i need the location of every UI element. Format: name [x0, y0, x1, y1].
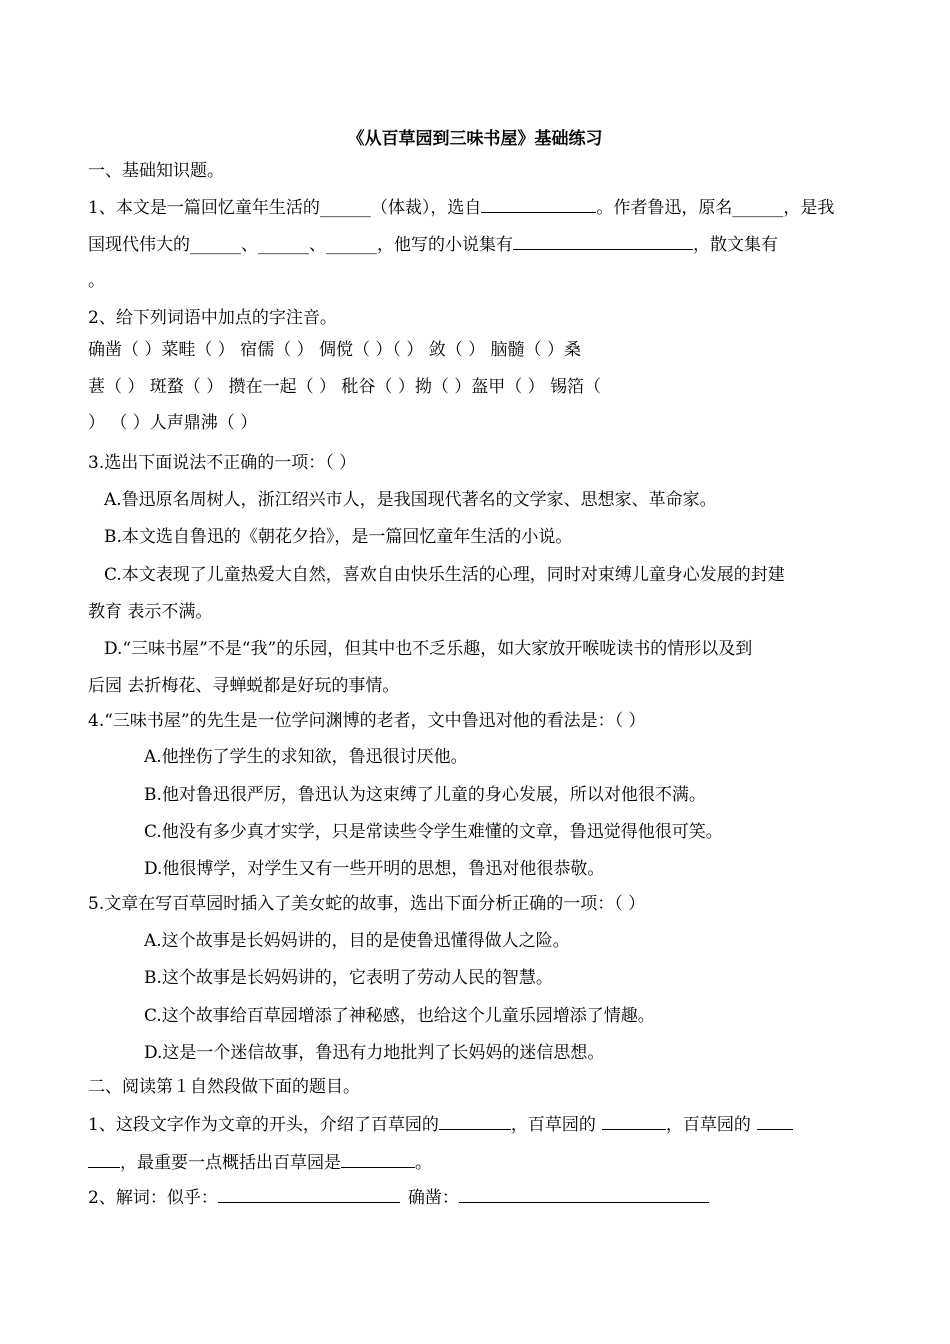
s2-q1-text-e: 。: [415, 1153, 432, 1173]
s2-q2-line: [88, 1186, 868, 1209]
q5-option-a: A.这个故事是长妈妈讲的，目的是使鲁迅懂得做人之险。: [144, 931, 570, 951]
answer-blank[interactable]: [757, 1113, 793, 1130]
q3-option-a: A.鲁迅原名周树人，浙江绍兴市人，是我国现代著名的文学家、思想家、革命家。: [104, 490, 717, 510]
s2-q1-text-a: 1、这段文字作为文章的开头，介绍了百草园的: [88, 1115, 439, 1135]
q1-line2: [88, 233, 868, 256]
q1-text-c: 国现代伟大的______、______、______，他写的小说集有: [88, 235, 513, 255]
q3-option-d-line2: 后园 去折梅花、寻蝉蜕都是好玩的事情。: [88, 676, 400, 696]
s2-q2-label-a: 2、解词：似乎：: [88, 1188, 218, 1208]
s2-q1-text-c: ，百草园的: [665, 1115, 751, 1135]
answer-blank[interactable]: [513, 233, 693, 250]
q4-option-b: B.他对鲁迅很严厉，鲁迅认为这束缚了儿童的身心发展，所以对他很不满。: [144, 785, 706, 805]
section1-heading: 一、基础知识题。: [88, 161, 224, 181]
q2-row1: 确凿（ ）菜畦（ ） 宿儒（ ） 倜傥（ ）（ ） 敛（ ） 脑髓（ ）桑: [88, 340, 581, 360]
q4-prompt: 4.“三味书屋”的先生是一位学问渊博的老者，文中鲁迅对他的看法是：（ ）: [88, 711, 646, 731]
q5-option-c: C.这个故事给百草园增添了神秘感，也给这个儿童乐园增添了情趣。: [144, 1006, 655, 1026]
q4-option-c: C.他没有多少真才实学，只是常读些令学生难懂的文章，鲁迅觉得他很可笑。: [144, 822, 723, 842]
q3-option-d-line1: D.“三味书屋”不是“我”的乐园，但其中也不乏乐趣，如大家放开喉咙读书的情形以及到: [104, 639, 753, 659]
answer-blank[interactable]: [439, 1113, 511, 1130]
page-title: 《从百草园到三味书屋》基础练习: [347, 129, 603, 149]
q2-row3: ） （ ）人声鼎沸（ ）: [88, 413, 258, 433]
answer-blank[interactable]: [88, 1151, 120, 1168]
q5-prompt: 5.文章在写百草园时插入了美女蛇的故事，选出下面分析正确的一项：（ ）: [88, 894, 646, 914]
q3-option-b: B.本文选自鲁迅的《朝花夕拾》，是一篇回忆童年生活的小说。: [104, 527, 573, 547]
q1-line3: 。: [88, 271, 105, 291]
s2-q1-line1: [88, 1113, 868, 1136]
q5-option-d: D.这是一个迷信故事，鲁迅有力地批判了长妈妈的迷信思想。: [144, 1043, 605, 1063]
q1-line1: [88, 196, 868, 219]
answer-blank[interactable]: [341, 1151, 415, 1168]
q1-text-b: 。作者鲁迅，原名______，是我: [596, 198, 835, 218]
q2-prompt: 2、给下列词语中加点的字注音。: [88, 308, 337, 328]
answer-blank[interactable]: [481, 196, 596, 213]
q4-option-a: A.他挫伤了学生的求知欲，鲁迅很讨厌他。: [144, 747, 468, 767]
q3-option-c-line1: C.本文表现了儿童热爱大自然，喜欢自由快乐生活的心理，同时对束缚儿童身心发展的封建: [104, 565, 785, 585]
q4-option-d: D.他很博学，对学生又有一些开明的思想，鲁迅对他很恭敬。: [144, 859, 605, 879]
answer-blank[interactable]: [602, 1113, 666, 1130]
q1-text-a: 1、本文是一篇回忆童年生活的______（体裁），选自: [88, 198, 482, 218]
s2-q1-text-b: ，百草园的: [510, 1115, 596, 1135]
s2-q1-line2: [88, 1151, 868, 1174]
q1-text-d: ，散文集有: [693, 235, 778, 255]
q5-option-b: B.这个故事是长妈妈讲的，它表明了劳动人民的智慧。: [144, 968, 553, 988]
answer-blank-quezao[interactable]: [459, 1186, 709, 1203]
q3-prompt: 3.选出下面说法不正确的一项：（ ）: [88, 453, 357, 473]
s2-q1-text-d: ，最重要一点概括出百草园是: [120, 1153, 341, 1173]
section2-heading: 二、阅读第１自然段做下面的题目。: [88, 1077, 360, 1097]
answer-blank-sihu[interactable]: [218, 1186, 400, 1203]
s2-q2-label-b: 确凿：: [407, 1188, 459, 1208]
q2-row2: 葚（ ） 斑蝥（ ） 攒在一起（ ） 秕谷（ ）拗（ ）盔甲（ ） 锡箔（: [88, 377, 602, 397]
q3-option-c-line2: 教育 表示不满。: [88, 602, 213, 622]
